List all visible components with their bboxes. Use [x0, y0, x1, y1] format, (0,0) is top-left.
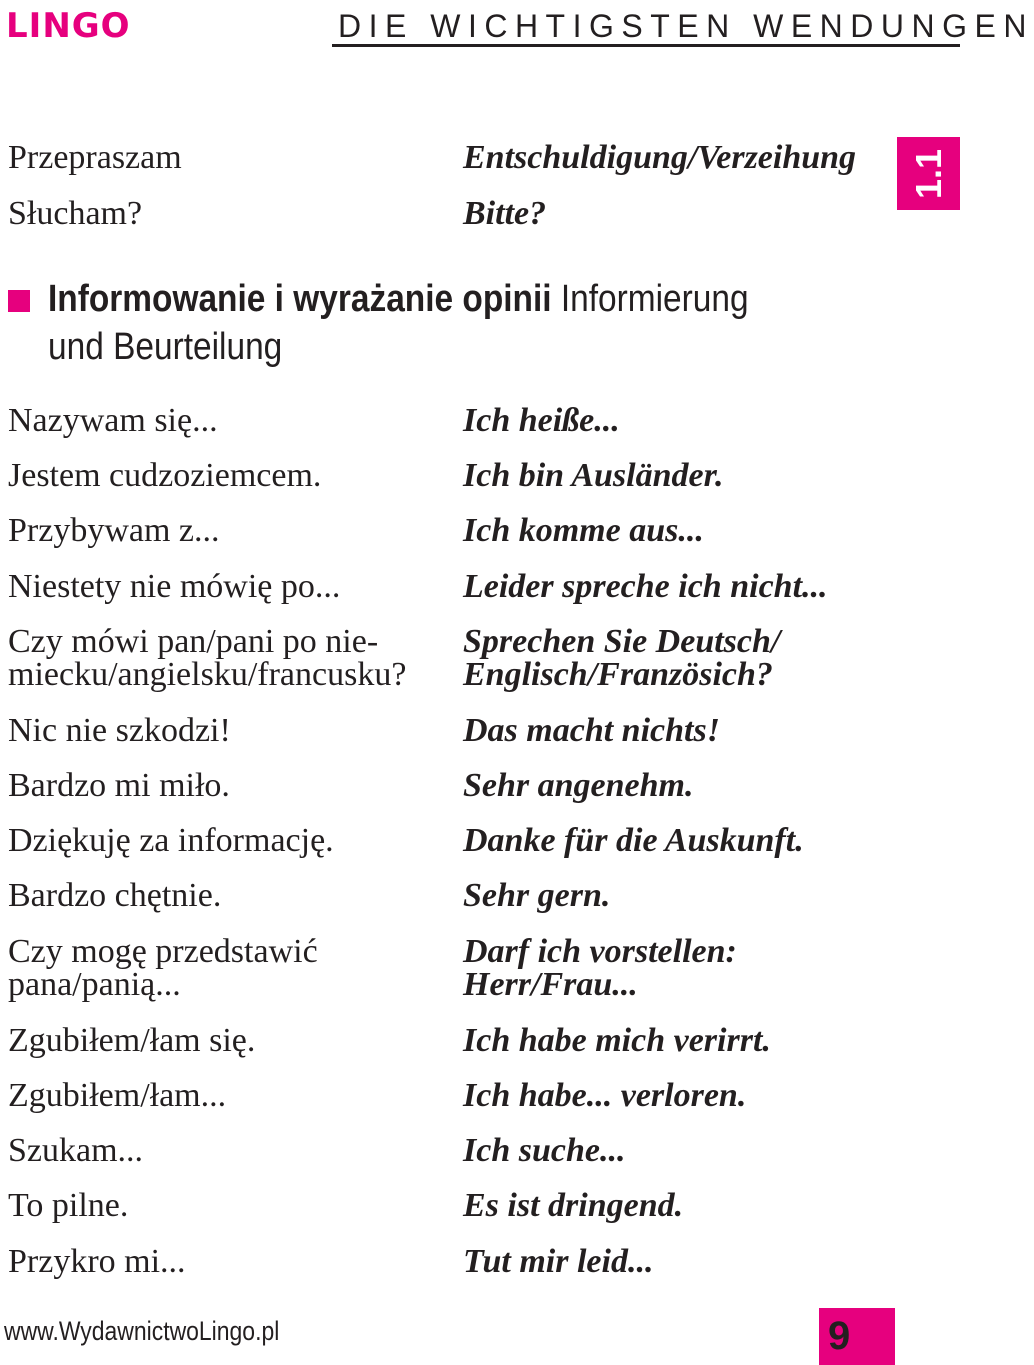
phrase-pl: pana/panią... [8, 966, 181, 1003]
phrase-de: Sprechen Sie Deutsch/ [463, 623, 781, 660]
phrase-de: Ich habe mich verirrt. [463, 1022, 771, 1059]
phrase-de: Herr/Frau... [463, 966, 638, 1003]
phrase-pl: Niestety nie mówię po... [8, 568, 341, 605]
phrase-pl: Czy mogę przedstawić [8, 933, 318, 970]
phrase-pl: Nic nie szkodzi! [8, 712, 231, 749]
phrase-pl: Zgubiłem/łam... [8, 1077, 227, 1114]
section-tab [897, 137, 960, 210]
phrase-de: Darf ich vorstellen: [463, 933, 737, 970]
section-title-de: Informierung [560, 278, 749, 320]
phrase-pl: Jestem cudzoziemcem. [8, 457, 322, 494]
phrase-de: Es ist dringend. [463, 1187, 684, 1224]
phrase-pl: To pilne. [8, 1187, 129, 1224]
logo: LINGO [6, 6, 131, 46]
footer-url[interactable]: www.WydawnictwoLingo.pl [4, 1316, 280, 1346]
header-title: DIE WICHTIGSTEN WENDUNGEN [338, 8, 1034, 44]
phrase-de: Tut mir leid... [463, 1243, 654, 1280]
phrase-de: Sehr angenehm. [463, 767, 694, 804]
phrase-de: Das macht nichts! [463, 712, 720, 749]
phrase-de: Ich komme aus... [463, 512, 704, 549]
phrase-de: Danke für die Auskunft. [463, 822, 804, 859]
phrase-pl: Dziękuję za informację. [8, 822, 334, 859]
phrase-pl: Przykro mi... [8, 1243, 186, 1280]
section-title-pl: Informowanie i wyrażanie opinii [48, 278, 552, 320]
phrase-pl: Nazywam się... [8, 402, 218, 439]
page-number-box [819, 1308, 895, 1365]
phrase-pl: Czy mówi pan/pani po nie- [8, 623, 379, 660]
phrase-de: Sehr gern. [463, 877, 611, 914]
section-title-de-continued: und Beurteilung [48, 326, 283, 368]
phrase-pl: miecku/angielsku/francusku? [8, 656, 407, 693]
phrase-de: Ich heiße... [463, 402, 620, 439]
phrase-de: Ich suche... [463, 1132, 626, 1169]
page-number: 9 [828, 1314, 851, 1358]
phrase-de: Entschuldigung/Verzeihung [463, 139, 857, 176]
header-rule [332, 44, 960, 47]
phrase-de: Ich bin Ausländer. [463, 457, 724, 494]
section-tab-label: 1.1 [907, 148, 949, 199]
square-bullet-icon [8, 290, 30, 312]
phrase-pl: Słucham? [8, 195, 143, 232]
phrase-de: Leider spreche ich nicht... [463, 568, 828, 605]
phrase-pl: Przybywam z... [8, 512, 220, 549]
phrase-de: Bitte? [463, 195, 547, 232]
phrase-pl: Zgubiłem/łam się. [8, 1022, 256, 1059]
phrase-pl: Bardzo mi miło. [8, 767, 230, 804]
phrase-pl: Bardzo chętnie. [8, 877, 222, 914]
phrase-de: Ich habe... verloren. [463, 1077, 747, 1114]
phrase-de: Englisch/Französich? [463, 656, 773, 693]
phrase-pl: Szukam... [8, 1132, 144, 1169]
phrase-pl: Przepraszam [8, 139, 182, 176]
